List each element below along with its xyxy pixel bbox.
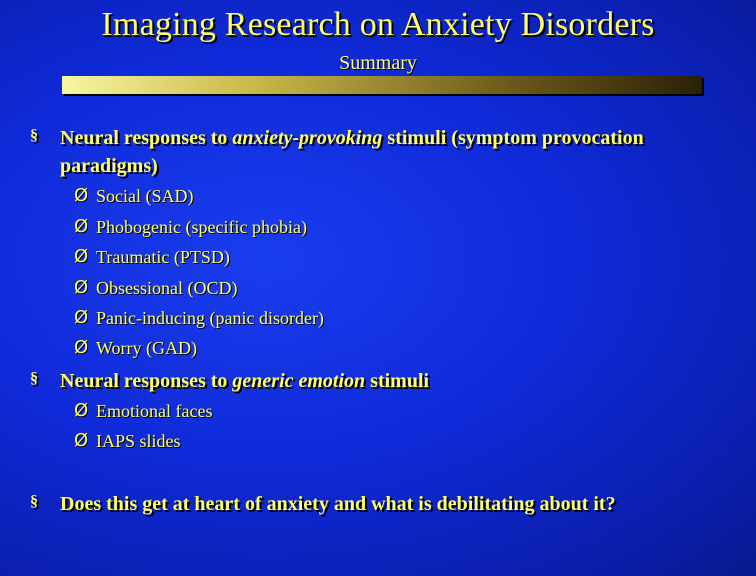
bullet-text-part: Neural responses to <box>60 370 233 392</box>
arrow-bullet-icon: Ø <box>74 400 89 421</box>
bullet-text-part: Neural responses to <box>60 127 233 149</box>
sub-item-label: Emotional faces <box>96 401 213 421</box>
sub-item-label: Panic-inducing (panic disorder) <box>96 308 324 328</box>
sub-item-label: Traumatic (PTSD) <box>96 247 230 267</box>
arrow-bullet-icon: Ø <box>74 337 89 358</box>
title-underline-bar <box>62 76 702 94</box>
square-bullet-icon: § <box>30 493 38 510</box>
arrow-bullet-icon: Ø <box>74 185 89 206</box>
bullet-text-part: stimuli <box>365 370 430 392</box>
bullet-text <box>60 490 730 518</box>
arrow-bullet-icon: Ø <box>74 307 89 328</box>
arrow-bullet-icon: Ø <box>74 216 89 237</box>
bullet-text-part: stimuli (symptom provocation paradigms) <box>60 127 644 177</box>
bullet-text <box>60 124 730 180</box>
sub-item-label: Obsessional (OCD) <box>96 278 238 298</box>
bullet-text <box>60 367 730 395</box>
bullet-text-part: Does this get at heart of anxiety and what is debilitating about it? <box>60 493 616 515</box>
slide-title: Imaging Research on Anxiety Disorders <box>101 6 655 43</box>
bullet-text-emphasis: anxiety-provoking <box>232 127 383 149</box>
sub-item-label: IAPS slides <box>96 431 181 451</box>
bullet-text-emphasis: generic emotion <box>232 370 366 392</box>
arrow-bullet-icon: Ø <box>74 277 89 298</box>
sub-item-label: Phobogenic (specific phobia) <box>96 217 307 237</box>
arrow-bullet-icon: Ø <box>74 246 89 267</box>
sub-item-label: Social (SAD) <box>96 186 194 206</box>
square-bullet-icon: § <box>30 127 38 144</box>
slide-subtitle: Summary <box>339 52 417 74</box>
sub-item-label: Worry (GAD) <box>96 338 198 358</box>
arrow-bullet-icon: Ø <box>74 430 89 451</box>
square-bullet-icon: § <box>30 370 38 387</box>
